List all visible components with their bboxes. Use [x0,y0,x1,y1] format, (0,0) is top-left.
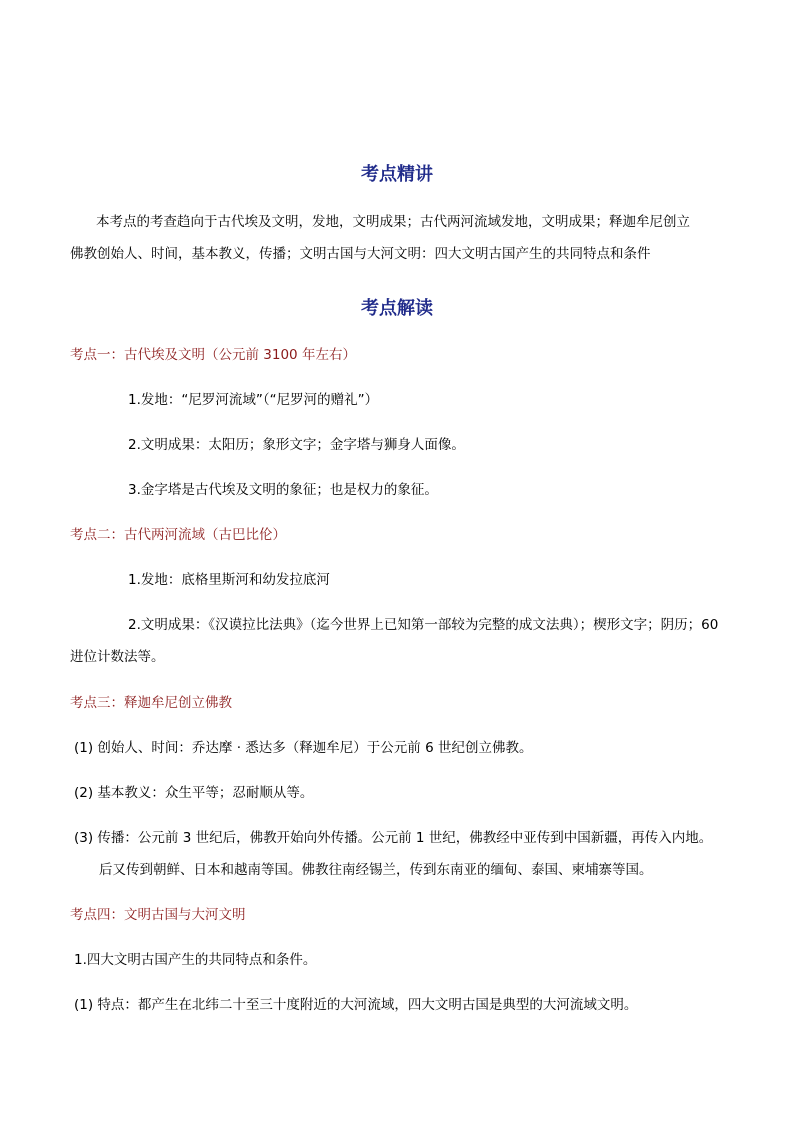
intro-line-2: 佛教创始人、时间，基本教义，传播；文明古国与大河文明：四大文明古国产生的共同特点和条件 [70,246,651,262]
section-title-kd4: 考点四：文明古国与大河文明 [70,907,246,923]
kd1-item-3: 3.金字塔是古代埃及文明的象征；也是权力的象征。 [128,482,438,498]
kd1-item-2: 2.文明成果：太阳历；象形文字；金字塔与狮身人面像。 [128,437,465,453]
reading-heading: 考点解读 [361,298,433,319]
section-title-kd2: 考点二：古代两河流域（古巴比伦） [70,527,286,543]
kd1-item-1: 1.发地：“尼罗河流域”（“尼罗河的赠礼”） [128,392,379,408]
kd2-item-2-line-1: 2.文明成果：《汉谟拉比法典》（迄今世界上已知第一部较为完整的成文法典）；楔形文字；阴历；60 [128,617,719,633]
kd4-item-1: 1.四大文明古国产生的共同特点和条件。 [74,952,317,968]
kd3-item-2: (2) 基本教义：众生平等；忍耐顺从等。 [74,785,314,801]
kd3-item-1: (1) 创始人、时间：乔达摩 · 悉达多（释迦牟尼）于公元前 6 世纪创立佛教。 [74,740,533,756]
kd3-item-3-line-1: (3) 传播：公元前 3 世纪后，佛教开始向外传播。公元前 1 世纪，佛教经中亚传到中国新疆，再传入内地。 [74,830,713,846]
intro-line-1: 本考点的考查趋向于古代埃及文明，发地，文明成果；古代两河流域发地，文明成果；释迦牟尼创立 [96,214,690,230]
kd2-item-1: 1.发地：底格里斯河和幼发拉底河 [128,572,330,588]
kd4-item-2: (1) 特点：都产生在北纬二十至三十度附近的大河流域，四大文明古国是典型的大河流域文明。 [74,997,638,1013]
section-title-kd3: 考点三：释迦牟尼创立佛教 [70,695,232,711]
kd3-item-3-line-2: 后又传到朝鲜、日本和越南等国。佛教往南经锡兰，传到东南亚的缅甸、泰国、柬埔寨等国。 [99,862,653,878]
main-heading: 考点精讲 [361,164,433,185]
section-title-kd1: 考点一：古代埃及文明（公元前 3100 年左右） [70,347,356,363]
kd2-item-2-line-2: 进位计数法等。 [70,649,165,665]
